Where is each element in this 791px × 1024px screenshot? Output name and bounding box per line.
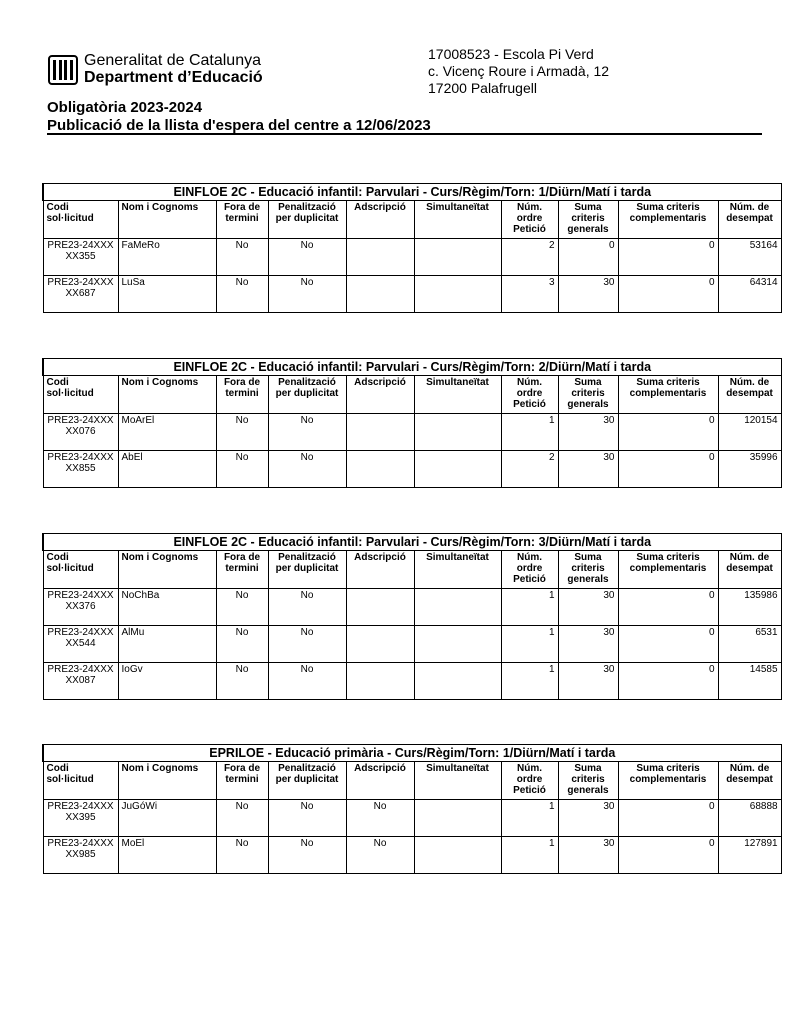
cell-late: No — [216, 626, 268, 663]
cell-code: PRE23-24XXXXX544 — [43, 626, 118, 663]
cell-penalty: No — [268, 239, 346, 276]
table-title: EINFLOE 2C - Educació infantil: Parvulari - Curs/Règim/Torn: 1/Diürn/Matí i tarda — [43, 184, 781, 201]
cell-adscription — [346, 626, 414, 663]
cell-late: No — [216, 239, 268, 276]
cell-name: JuGóWi — [118, 800, 216, 837]
cell-code: PRE23-24XXXXX687 — [43, 276, 118, 313]
cell-adscription — [346, 589, 414, 626]
cell-order: 1 — [501, 626, 558, 663]
cell-late: No — [216, 414, 268, 451]
waiting-list-table — [42, 183, 782, 313]
cell-simultaneity — [414, 663, 501, 700]
cell-simultaneity — [414, 626, 501, 663]
column-header-penalty: Penalització per duplicitat — [268, 376, 346, 414]
logo-line-2: Department d’Educació — [84, 69, 263, 86]
cell-late: No — [216, 451, 268, 488]
column-header-general-criteria: Suma criteris generals — [558, 551, 618, 589]
column-header-late: Fora de termini — [216, 762, 268, 800]
column-header-simultaneity: Simultaneïtat — [414, 551, 501, 589]
table-row — [43, 414, 781, 451]
column-header-simultaneity: Simultaneïtat — [414, 201, 501, 239]
column-header-tiebreak: Núm. de desempat — [718, 551, 781, 589]
column-header-general-criteria: Suma criteris generals — [558, 762, 618, 800]
cell-general-criteria: 30 — [558, 451, 618, 488]
cell-order: 1 — [501, 663, 558, 700]
cell-name: IoGv — [118, 663, 216, 700]
cell-order: 1 — [501, 589, 558, 626]
cell-adscription: No — [346, 837, 414, 874]
cell-order: 1 — [501, 800, 558, 837]
school-address — [428, 46, 609, 97]
cell-name: LuSa — [118, 276, 216, 313]
cell-general-criteria: 30 — [558, 414, 618, 451]
cell-order: 3 — [501, 276, 558, 313]
cell-adscription — [346, 451, 414, 488]
cell-code: PRE23-24XXXXX076 — [43, 414, 118, 451]
cell-tiebreak: 68888 — [718, 800, 781, 837]
column-header-adscription: Adscripció — [346, 551, 414, 589]
cell-name: AlMu — [118, 626, 216, 663]
cell-name: FaMeRo — [118, 239, 216, 276]
column-header-penalty: Penalització per duplicitat — [268, 762, 346, 800]
cell-complementary-criteria: 0 — [618, 276, 718, 313]
column-header-complementary-criteria: Suma criteris complementaris — [618, 551, 718, 589]
column-header-complementary-criteria: Suma criteris complementaris — [618, 201, 718, 239]
column-header-code: Codi sol·licitud — [43, 762, 118, 800]
cell-penalty: No — [268, 800, 346, 837]
column-header-code: Codi sol·licitud — [43, 201, 118, 239]
cell-tiebreak: 53164 — [718, 239, 781, 276]
table-row — [43, 837, 781, 874]
table-row — [43, 589, 781, 626]
column-header-name: Nom i Cognoms — [118, 551, 216, 589]
cell-complementary-criteria: 0 — [618, 451, 718, 488]
column-header-complementary-criteria: Suma criteris complementaris — [618, 762, 718, 800]
table-title: EPRILOE - Educació primària - Curs/Règim/Torn: 1/Diürn/Matí i tarda — [43, 745, 781, 762]
cell-simultaneity — [414, 589, 501, 626]
cell-complementary-criteria: 0 — [618, 626, 718, 663]
cell-simultaneity — [414, 239, 501, 276]
table-title: EINFLOE 2C - Educació infantil: Parvulari - Curs/Règim/Torn: 3/Diürn/Matí i tarda — [43, 534, 781, 551]
column-header-order: Núm. ordre Petició — [501, 376, 558, 414]
cell-simultaneity — [414, 276, 501, 313]
column-header-late: Fora de termini — [216, 201, 268, 239]
column-header-penalty: Penalització per duplicitat — [268, 201, 346, 239]
waiting-list-table — [42, 744, 782, 874]
column-header-tiebreak: Núm. de desempat — [718, 201, 781, 239]
column-header-simultaneity: Simultaneïtat — [414, 762, 501, 800]
cell-tiebreak: 135986 — [718, 589, 781, 626]
waiting-list-table — [42, 533, 782, 700]
cell-order: 2 — [501, 239, 558, 276]
table-header-row — [43, 551, 781, 589]
column-header-name: Nom i Cognoms — [118, 762, 216, 800]
cell-complementary-criteria: 0 — [618, 837, 718, 874]
cell-complementary-criteria: 0 — [618, 239, 718, 276]
column-header-tiebreak: Núm. de desempat — [718, 376, 781, 414]
cell-name: NoChBa — [118, 589, 216, 626]
cell-penalty: No — [268, 589, 346, 626]
column-header-adscription: Adscripció — [346, 376, 414, 414]
cell-tiebreak: 120154 — [718, 414, 781, 451]
cell-complementary-criteria: 0 — [618, 663, 718, 700]
cell-complementary-criteria: 0 — [618, 800, 718, 837]
cell-penalty: No — [268, 414, 346, 451]
cell-general-criteria: 0 — [558, 239, 618, 276]
cell-general-criteria: 30 — [558, 800, 618, 837]
column-header-penalty: Penalització per duplicitat — [268, 551, 346, 589]
title-publication: Publicació de la llista d'espera del centre a 12/06/2023 — [47, 117, 431, 134]
cell-penalty: No — [268, 451, 346, 488]
cell-penalty: No — [268, 837, 346, 874]
column-header-complementary-criteria: Suma criteris complementaris — [618, 376, 718, 414]
column-header-late: Fora de termini — [216, 376, 268, 414]
cell-general-criteria: 30 — [558, 663, 618, 700]
column-header-code: Codi sol·licitud — [43, 376, 118, 414]
cell-adscription — [346, 276, 414, 313]
cell-late: No — [216, 837, 268, 874]
page-title — [47, 99, 431, 135]
column-header-simultaneity: Simultaneïtat — [414, 376, 501, 414]
cell-code: PRE23-24XXXXX985 — [43, 837, 118, 874]
cell-order: 1 — [501, 837, 558, 874]
cell-simultaneity — [414, 451, 501, 488]
column-header-adscription: Adscripció — [346, 201, 414, 239]
cell-simultaneity — [414, 414, 501, 451]
cell-order: 2 — [501, 451, 558, 488]
cell-complementary-criteria: 0 — [618, 589, 718, 626]
generalitat-emblem-icon — [48, 55, 78, 85]
column-header-name: Nom i Cognoms — [118, 376, 216, 414]
cell-code: PRE23-24XXXXX395 — [43, 800, 118, 837]
column-header-order: Núm. ordre Petició — [501, 201, 558, 239]
column-header-name: Nom i Cognoms — [118, 201, 216, 239]
cell-name: AbEl — [118, 451, 216, 488]
cell-adscription — [346, 663, 414, 700]
cell-late: No — [216, 276, 268, 313]
table-header-row — [43, 201, 781, 239]
school-name: 17008523 - Escola Pi Verd — [428, 46, 594, 62]
table-row — [43, 626, 781, 663]
cell-penalty: No — [268, 276, 346, 313]
cell-name: MoArEl — [118, 414, 216, 451]
cell-late: No — [216, 800, 268, 837]
school-city: 17200 Palafrugell — [428, 80, 537, 96]
cell-code: PRE23-24XXXXX355 — [43, 239, 118, 276]
column-header-general-criteria: Suma criteris generals — [558, 201, 618, 239]
column-header-adscription: Adscripció — [346, 762, 414, 800]
table-title: EINFLOE 2C - Educació infantil: Parvulari - Curs/Règim/Torn: 2/Diürn/Matí i tarda — [43, 359, 781, 376]
cell-adscription: No — [346, 800, 414, 837]
column-header-late: Fora de termini — [216, 551, 268, 589]
cell-general-criteria: 30 — [558, 626, 618, 663]
table-header-row — [43, 762, 781, 800]
cell-tiebreak: 64314 — [718, 276, 781, 313]
title-divider — [47, 133, 762, 135]
cell-penalty: No — [268, 626, 346, 663]
column-header-code: Codi sol·licitud — [43, 551, 118, 589]
cell-adscription — [346, 414, 414, 451]
cell-code: PRE23-24XXXXX376 — [43, 589, 118, 626]
cell-code: PRE23-24XXXXX855 — [43, 451, 118, 488]
cell-adscription — [346, 239, 414, 276]
table-row — [43, 800, 781, 837]
cell-general-criteria: 30 — [558, 276, 618, 313]
logo-line-1: Generalitat de Catalunya — [84, 52, 261, 69]
column-header-general-criteria: Suma criteris generals — [558, 376, 618, 414]
cell-name: MoEl — [118, 837, 216, 874]
title-year: Obligatòria 2023-2024 — [47, 99, 203, 116]
cell-order: 1 — [501, 414, 558, 451]
generalitat-logo — [48, 53, 263, 86]
cell-late: No — [216, 663, 268, 700]
cell-late: No — [216, 589, 268, 626]
cell-tiebreak: 14585 — [718, 663, 781, 700]
cell-simultaneity — [414, 837, 501, 874]
table-row — [43, 276, 781, 313]
cell-general-criteria: 30 — [558, 589, 618, 626]
waiting-list-table — [42, 358, 782, 488]
column-header-order: Núm. ordre Petició — [501, 762, 558, 800]
cell-general-criteria: 30 — [558, 837, 618, 874]
column-header-tiebreak: Núm. de desempat — [718, 762, 781, 800]
table-row — [43, 663, 781, 700]
cell-tiebreak: 6531 — [718, 626, 781, 663]
table-header-row — [43, 376, 781, 414]
table-row — [43, 451, 781, 488]
cell-simultaneity — [414, 800, 501, 837]
cell-complementary-criteria: 0 — [618, 414, 718, 451]
school-street: c. Vicenç Roure i Armadà, 12 — [428, 63, 610, 79]
cell-code: PRE23-24XXXXX087 — [43, 663, 118, 700]
table-row — [43, 239, 781, 276]
cell-penalty: No — [268, 663, 346, 700]
column-header-order: Núm. ordre Petició — [501, 551, 558, 589]
cell-tiebreak: 127891 — [718, 837, 781, 874]
cell-tiebreak: 35996 — [718, 451, 781, 488]
